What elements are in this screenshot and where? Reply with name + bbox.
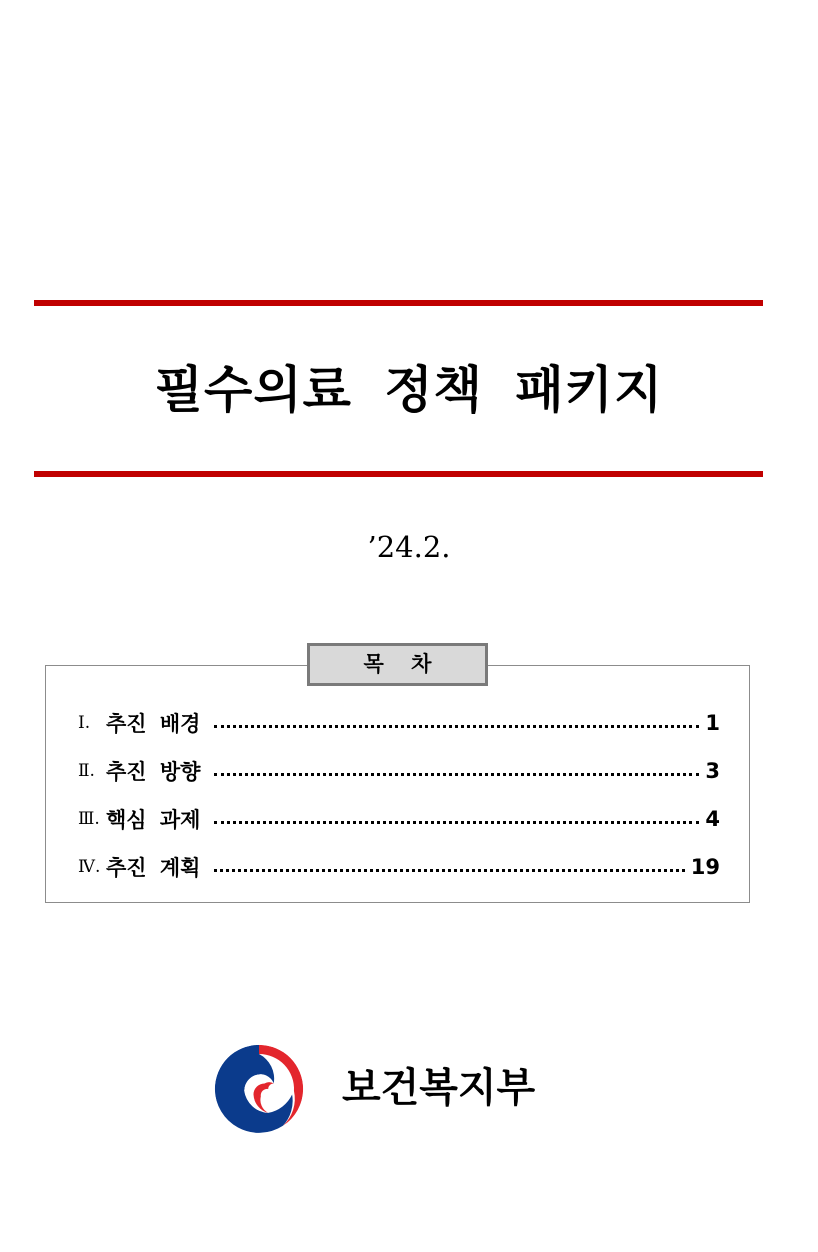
toc-item-number: Ⅳ.: [78, 857, 101, 877]
toc-list: [78, 699, 720, 891]
toc-item-number: Ⅰ.: [78, 713, 91, 733]
toc-item[interactable]: [78, 747, 720, 795]
toc-item-label: 추진 계획: [106, 856, 201, 880]
toc-leader-dots: [214, 773, 699, 776]
top-red-rule: [34, 300, 763, 306]
toc-leader-dots: [214, 821, 699, 824]
toc-item-page: 4: [705, 807, 720, 831]
toc-header: 목 차: [307, 643, 488, 686]
toc-item[interactable]: [78, 843, 720, 891]
document-date: ’24.2.: [367, 530, 451, 564]
toc-item-number: Ⅲ.: [78, 809, 100, 829]
taegeuk-emblem-icon: [212, 1043, 306, 1135]
toc-item-page: 3: [705, 759, 720, 783]
document-title: 필수의료 정책 패키지: [154, 361, 664, 419]
toc-leader-dots: [214, 725, 699, 728]
toc-item-page: 1: [705, 711, 720, 735]
toc-item-page: 19: [690, 855, 720, 879]
toc-item[interactable]: [78, 795, 720, 843]
toc-item-number: Ⅱ.: [78, 761, 95, 781]
ministry-name: 보건복지부: [342, 1065, 536, 1111]
toc-item-label: 핵심 과제: [106, 808, 201, 832]
toc-item[interactable]: [78, 699, 720, 747]
toc-leader-dots: [214, 869, 684, 872]
toc-item-label: 추진 배경: [106, 712, 201, 736]
bottom-red-rule: [34, 471, 763, 477]
toc-item-label: 추진 방향: [106, 760, 201, 784]
